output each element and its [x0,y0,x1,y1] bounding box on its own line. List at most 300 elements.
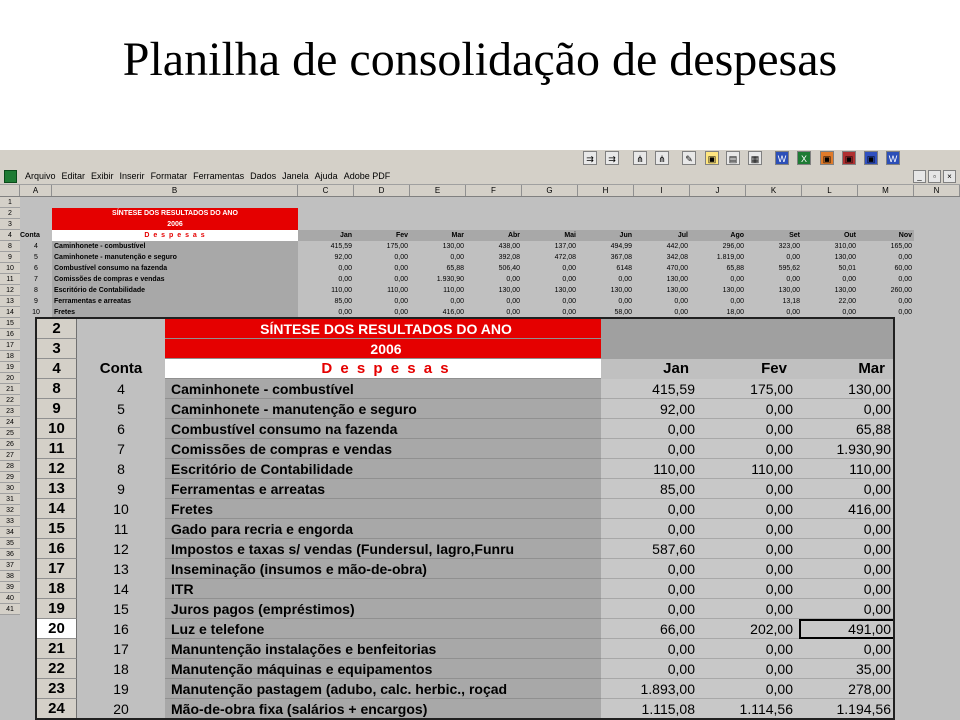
expense-label: Manutenção máquinas e equipamentos [165,659,601,679]
column-header-h[interactable]: H [578,185,634,196]
value-fev[interactable]: 1.114,56 [701,699,799,719]
row-number[interactable]: 21 [37,639,77,659]
row-number[interactable]: 33 [0,516,20,527]
expense-label: Escritório de Contabilidade [52,285,298,296]
value-mar[interactable]: 278,00 [799,679,895,699]
row-number[interactable]: 16 [37,539,77,559]
row-number[interactable]: 34 [0,527,20,538]
excel-icon[interactable]: X [797,151,811,165]
value-jan[interactable]: 0,00 [601,499,701,519]
row-number[interactable]: 4 [37,359,77,379]
row-number[interactable]: 41 [0,604,20,615]
row-number[interactable]: 8 [0,241,20,252]
value-cell[interactable]: 0,00 [506,298,520,305]
row-number[interactable]: 28 [0,461,20,472]
column-header-f[interactable]: F [466,185,522,196]
sheet-row [0,219,960,230]
word-icon[interactable]: W [775,151,789,165]
zoom-row [37,699,895,719]
value-cell[interactable]: 310,00 [834,243,856,250]
value-jan[interactable]: 0,00 [601,599,701,619]
value-jan[interactable]: 0,00 [601,659,701,679]
sheet-row [0,241,960,252]
value-cell[interactable]: 0,00 [394,276,408,283]
menu-dados[interactable]: Dados [250,171,277,181]
conta-cell: 16 [113,621,129,637]
expense-label: Impostos e taxas s/ vendas (Fundersul, Iagro,Funru [165,539,601,559]
row-number[interactable]: 25 [0,428,20,439]
row-number[interactable]: 11 [37,439,77,459]
value-cell[interactable]: 130,00 [554,287,576,294]
value-mar[interactable]: 0,00 [799,639,895,659]
column-header-j[interactable]: J [690,185,746,196]
sheet-row [0,252,960,263]
row-number[interactable]: 14 [37,499,77,519]
value-cell[interactable]: 130,00 [610,287,632,294]
value-cell[interactable]: 130,00 [834,254,856,261]
value-cell[interactable]: 470,00 [666,265,688,272]
value-jan[interactable]: 587,60 [601,539,701,559]
value-mar[interactable]: 0,00 [799,539,895,559]
expense-label: ITR [165,579,601,599]
conta-cell: 8 [117,461,125,477]
value-fev[interactable]: 0,00 [701,679,799,699]
expense-label: Ferramentas e arreatas [165,479,601,499]
value-jan[interactable]: 92,00 [601,399,701,419]
value-cell[interactable]: 0,00 [562,298,576,305]
zoom-month-header: Jan [601,359,701,379]
value-cell[interactable]: 472,08 [554,254,576,261]
value-cell[interactable]: 367,08 [610,254,632,261]
value-jan[interactable]: 1.893,00 [601,679,701,699]
row-number[interactable]: 18 [37,579,77,599]
row-number[interactable]: 20 [0,373,20,384]
expense-label: Caminhonete - combustível [165,379,601,399]
value-cell[interactable]: 165,00 [890,243,912,250]
value-cell[interactable]: 65,88 [446,265,464,272]
value-cell[interactable]: 175,00 [386,243,408,250]
value-cell[interactable]: 0,00 [898,309,912,316]
value-mar[interactable]: 1.930,90 [799,439,895,459]
row-number[interactable]: 4 [0,230,20,241]
value-cell[interactable]: 130,00 [834,287,856,294]
zoom-conta-header: Conta [99,360,143,377]
month-header: Abr [466,230,522,241]
menu-editar[interactable]: Editar [61,171,86,181]
conta-cell: 7 [34,276,38,283]
row-number[interactable]: 12 [0,285,20,296]
row-number[interactable]: 16 [0,329,20,340]
value-fev[interactable]: 0,00 [701,439,799,459]
excel-app-icon[interactable] [4,170,17,183]
menu-adobe-pdf[interactable]: Adobe PDF [343,171,391,181]
row-number[interactable]: 38 [0,571,20,582]
value-cell[interactable]: 1.930,90 [436,276,464,283]
value-cell[interactable]: 18,00 [726,309,744,316]
zoom-row [37,419,895,439]
column-header-m[interactable]: M [858,185,914,196]
conta-cell: 12 [113,541,129,557]
expense-label: Inseminação (insumos e mão-de-obra) [165,559,601,579]
column-header-g[interactable]: G [522,185,578,196]
row-number[interactable]: 3 [37,339,77,359]
value-cell[interactable]: 1.819,00 [716,254,744,261]
zoom-row [37,619,895,639]
menu-ferramentas[interactable]: Ferramentas [193,171,245,181]
value-mar[interactable]: 0,00 [799,519,895,539]
value-cell[interactable]: 13,18 [782,298,800,305]
conta-cell: 6 [117,421,125,437]
row-number[interactable]: 15 [37,519,77,539]
value-cell[interactable]: 0,00 [450,298,464,305]
menu-formatar[interactable]: Formatar [150,171,188,181]
column-header-a[interactable]: A [20,185,52,196]
value-cell[interactable]: 60,00 [894,265,912,272]
menu-inserir[interactable]: Inserir [119,171,145,181]
value-cell[interactable]: 92,00 [334,254,352,261]
toolbar-icon[interactable]: ▣ [842,151,856,165]
row-number[interactable]: 23 [0,406,20,417]
value-jan[interactable]: 0,00 [601,419,701,439]
zoom-row [37,679,895,699]
select-all-corner[interactable] [0,185,20,196]
column-header-l[interactable]: L [802,185,858,196]
value-fev[interactable]: 0,00 [701,399,799,419]
row-number[interactable]: 22 [37,659,77,679]
row-number[interactable]: 37 [0,560,20,571]
conta-cell: 9 [117,481,125,497]
zoom-month-header: Fev [701,359,799,379]
value-cell[interactable]: 0,00 [898,298,912,305]
row-number[interactable]: 15 [0,318,20,329]
value-mar[interactable]: 35,00 [799,659,895,679]
value-jan[interactable]: 0,00 [601,639,701,659]
value-cell[interactable]: 0,00 [450,254,464,261]
row-number[interactable]: 39 [0,582,20,593]
value-cell[interactable]: 0,00 [394,265,408,272]
row-number[interactable]: 8 [37,379,77,399]
conta-cell: 8 [34,287,38,294]
toolbar-icon[interactable]: ⋔ [655,151,669,165]
value-cell[interactable]: 0,00 [394,309,408,316]
value-cell[interactable]: 22,00 [838,298,856,305]
value-cell[interactable]: 494,99 [610,243,632,250]
column-header-n[interactable]: N [914,185,960,196]
value-fev[interactable]: 0,00 [701,579,799,599]
value-cell[interactable]: 130,00 [778,287,800,294]
value-mar[interactable]: 0,00 [799,399,895,419]
value-cell[interactable]: 296,00 [722,243,744,250]
value-fev[interactable]: 175,00 [701,379,799,399]
value-cell[interactable]: 0,00 [618,276,632,283]
zoom-row [37,319,895,339]
toolbar-icon[interactable]: ⇉ [605,151,619,165]
value-cell[interactable]: 0,00 [506,276,520,283]
value-cell[interactable]: 0,00 [562,276,576,283]
toolbar-icon[interactable]: ⋔ [633,151,647,165]
value-cell[interactable]: 110,00 [443,287,464,294]
zoom-row [37,359,895,379]
selected-cell[interactable]: 491,00 [799,619,895,639]
row-number[interactable]: 11 [0,274,20,285]
conta-cell: 4 [34,243,38,250]
value-mar[interactable]: 0,00 [799,599,895,619]
conta-cell: 5 [117,401,125,417]
value-cell[interactable]: 416,00 [442,309,464,316]
value-fev[interactable]: 0,00 [701,419,799,439]
value-cell[interactable]: 85,00 [334,298,352,305]
expense-label: Gado para recria e engorda [165,519,601,539]
value-cell[interactable]: 0,00 [394,298,408,305]
row-number[interactable]: 1 [0,197,20,208]
row-number[interactable]: 2 [37,319,77,339]
conta-cell: 6 [34,265,38,272]
zoom-row [37,479,895,499]
row-number[interactable]: 19 [37,599,77,619]
sheet-year: 2006 [52,219,298,230]
value-cell[interactable]: 0,00 [338,265,352,272]
conta-cell: 11 [113,521,129,537]
zoom-row [37,499,895,519]
zoom-row [37,459,895,479]
value-jan[interactable]: 0,00 [601,439,701,459]
sheet-row [0,197,960,208]
menu-ajuda[interactable]: Ajuda [314,171,338,181]
value-jan[interactable]: 0,00 [601,559,701,579]
row-number[interactable]: 12 [37,459,77,479]
value-cell[interactable]: 0,00 [898,276,912,283]
row-number[interactable]: 36 [0,549,20,560]
value-mar[interactable]: 0,00 [799,559,895,579]
conta-cell: 13 [113,561,129,577]
expense-label: Caminhonete - combustível [52,241,298,252]
row-number[interactable]: 24 [0,417,20,428]
value-cell[interactable]: 0,00 [338,276,352,283]
expense-label: Mão-de-obra fixa (salários + encargos) [165,699,601,719]
expense-label: Manuntenção instalações e benfeitorias [165,639,601,659]
sheet-row [0,296,960,307]
value-cell[interactable]: 0,00 [618,298,632,305]
expense-label: Combustível consumo na fazenda [52,263,298,274]
value-cell[interactable]: 342,08 [666,254,688,261]
slide-title: Planilha de consolidação de despesas [122,33,838,86]
toolbar-icon[interactable]: ⇉ [583,151,597,165]
row-number[interactable]: 9 [0,252,20,263]
row-number[interactable]: 31 [0,494,20,505]
value-cell[interactable]: 0,00 [394,254,408,261]
expense-label: Comissões de compras e vendas [52,274,298,285]
toolbar-icon[interactable]: ▤ [726,151,740,165]
value-cell[interactable]: 0,00 [842,309,856,316]
zoom-row [37,519,895,539]
row-number[interactable]: 2 [0,208,20,219]
column-header-k[interactable]: K [746,185,802,196]
value-fev[interactable]: 202,00 [701,619,799,639]
value-cell[interactable]: 50,01 [838,265,856,272]
column-header-i[interactable]: I [634,185,690,196]
conta-cell: 18 [113,661,129,677]
row-number[interactable]: 13 [37,479,77,499]
menu-janela[interactable]: Janela [282,171,309,181]
toolbar-icon[interactable]: ▣ [864,151,878,165]
zoom-row [37,559,895,579]
toolbar-icon[interactable]: ▦ [748,151,762,165]
row-number[interactable]: 35 [0,538,20,549]
row-number[interactable]: 3 [0,219,20,230]
value-cell[interactable]: 110,00 [331,287,352,294]
section-despesas: D e s p e s a s [52,230,298,241]
value-fev[interactable]: 0,00 [701,479,799,499]
value-mar[interactable]: 416,00 [799,499,895,519]
value-cell[interactable]: 0,00 [674,298,688,305]
value-cell[interactable]: 595,62 [778,265,800,272]
month-header: Jan [298,230,354,241]
value-jan[interactable]: 415,59 [601,379,701,399]
value-cell[interactable]: 130,00 [442,243,464,250]
word-icon[interactable]: W [886,151,900,165]
value-fev[interactable]: 0,00 [701,519,799,539]
value-cell[interactable]: 0,00 [730,298,744,305]
expense-label: Escritório de Contabilidade [165,459,601,479]
toolbar-icon[interactable]: ▣ [705,151,719,165]
zoom-row [37,379,895,399]
value-cell[interactable]: 0,00 [562,309,576,316]
value-cell[interactable]: 0,00 [786,309,800,316]
value-cell[interactable]: 0,00 [562,265,576,272]
conta-cell: 5 [34,254,38,261]
value-fev[interactable]: 110,00 [701,459,799,479]
value-mar[interactable]: 0,00 [799,579,895,599]
value-cell[interactable]: 438,00 [498,243,520,250]
row-number[interactable]: 24 [37,699,77,719]
sheet-row [0,230,960,241]
value-mar[interactable]: 130,00 [799,379,895,399]
row-number[interactable]: 23 [37,679,77,699]
value-fev[interactable]: 0,00 [701,599,799,619]
value-cell[interactable]: 506,40 [498,265,520,272]
row-number[interactable]: 10 [0,263,20,274]
value-cell[interactable]: 323,00 [778,243,800,250]
value-mar[interactable]: 65,88 [799,419,895,439]
toolbar-icon[interactable]: ✎ [682,151,696,165]
value-cell[interactable]: 260,00 [890,287,912,294]
conta-cell: 7 [117,441,125,457]
toolbar-icon[interactable]: ▣ [820,151,834,165]
row-number[interactable]: 17 [37,559,77,579]
menu-exibir[interactable]: Exibir [91,171,114,181]
value-jan[interactable]: 0,00 [601,519,701,539]
value-mar[interactable]: 0,00 [799,479,895,499]
expense-label: Juros pagos (empréstimos) [165,599,601,619]
value-cell[interactable]: 0,00 [674,309,688,316]
value-cell[interactable]: 58,00 [614,309,632,316]
value-cell[interactable]: 65,88 [726,265,744,272]
zoom-row [37,599,895,619]
menu-arquivo[interactable]: Arquivo [25,171,56,181]
column-header-c[interactable]: C [298,185,354,196]
row-number[interactable]: 10 [37,419,77,439]
value-jan[interactable]: 0,00 [601,579,701,599]
column-header-e[interactable]: E [410,185,466,196]
row-number[interactable]: 17 [0,340,20,351]
conta-cell: 17 [113,641,129,657]
value-cell[interactable]: 442,00 [666,243,688,250]
value-cell[interactable]: 0,00 [842,276,856,283]
value-fev[interactable]: 0,00 [701,639,799,659]
value-cell[interactable]: 0,00 [730,276,744,283]
row-number[interactable]: 19 [0,362,20,373]
sheet-row [0,274,960,285]
row-number[interactable]: 18 [0,351,20,362]
row-number[interactable]: 14 [0,307,20,318]
value-fev[interactable]: 0,00 [701,659,799,679]
restore-button[interactable]: ▫ [928,170,941,183]
month-header: Ago [690,230,746,241]
minimize-button[interactable]: _ [913,170,926,183]
row-number[interactable]: 20 [37,619,77,639]
row-number[interactable]: 40 [0,593,20,604]
value-fev[interactable]: 0,00 [701,539,799,559]
value-cell[interactable]: 0,00 [898,254,912,261]
value-cell[interactable]: 130,00 [666,276,688,283]
value-fev[interactable]: 0,00 [701,499,799,519]
row-number[interactable]: 29 [0,472,20,483]
row-number[interactable]: 9 [37,399,77,419]
row-number[interactable]: 27 [0,450,20,461]
value-jan[interactable]: 85,00 [601,479,701,499]
value-fev[interactable]: 0,00 [701,559,799,579]
sheet-row [0,208,960,219]
month-header: Set [746,230,802,241]
value-mar[interactable]: 110,00 [799,459,895,479]
month-header: Mar [410,230,466,241]
value-cell[interactable]: 130,00 [722,287,744,294]
value-jan[interactable]: 110,00 [601,459,701,479]
row-number[interactable]: 22 [0,395,20,406]
value-cell[interactable]: 6148 [616,265,632,272]
value-jan[interactable]: 66,00 [601,619,701,639]
sheet-row [0,263,960,274]
zoom-row [37,639,895,659]
value-cell[interactable]: 392,08 [498,254,520,261]
row-number[interactable]: 13 [0,296,20,307]
column-header-b[interactable]: B [52,185,298,196]
value-cell[interactable]: 0,00 [786,254,800,261]
value-mar[interactable]: 1.194,56 [799,699,895,719]
column-headers [0,185,960,197]
value-cell[interactable]: 0,00 [506,309,520,316]
row-number[interactable]: 21 [0,384,20,395]
zoom-sheet-year: 2006 [165,339,601,359]
conta-cell: 19 [113,681,129,697]
value-cell[interactable]: 415,59 [330,243,352,250]
value-cell[interactable]: 130,00 [666,287,688,294]
row-number[interactable]: 32 [0,505,20,516]
month-header: Jun [578,230,634,241]
value-jan[interactable]: 1.115,08 [601,699,701,719]
row-number[interactable]: 30 [0,483,20,494]
value-cell[interactable]: 0,00 [786,276,800,283]
value-cell[interactable]: 130,00 [498,287,520,294]
close-button[interactable]: × [943,170,956,183]
value-cell[interactable]: 110,00 [387,287,408,294]
column-header-d[interactable]: D [354,185,410,196]
row-number[interactable]: 26 [0,439,20,450]
value-cell[interactable]: 0,00 [338,309,352,316]
conta-cell: 10 [113,501,129,517]
value-cell[interactable]: 137,00 [554,243,576,250]
zoom-row [37,539,895,559]
